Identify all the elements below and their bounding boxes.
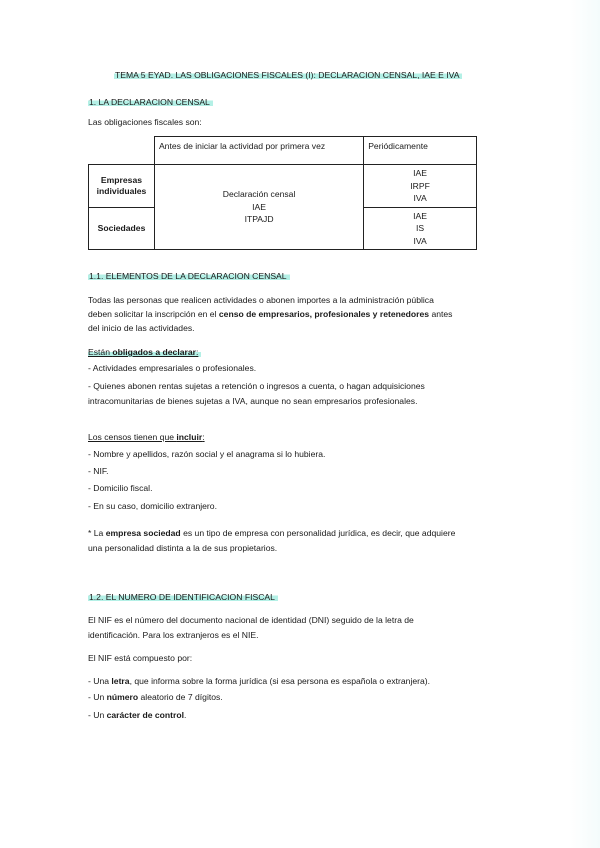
list-item: - Actividades empresariales o profesionales. [88,363,257,373]
table-cell-value: IAE [413,210,428,221]
paragraph-line [88,309,452,320]
section-1-intro: Las obligaciones fiscales son: [88,117,202,127]
text-span: Están [88,347,113,357]
list-item [88,676,430,687]
list-item: - Nombre y apellidos, razón social y el anagrama si lo hubiera. [88,449,326,459]
section-1-heading [88,97,213,108]
list-item: - NIF. [88,466,109,476]
table-cell-value: Declaración censal [222,189,296,200]
text-span: , que informa sobre la forma jurídica (si esa persona es española o extranjera). [129,676,431,686]
bold-term: censo de empresarios, profesionales y retenedores [218,309,430,319]
periodic-cell-sociedades [364,207,477,250]
table-cell-value: IAE [252,201,266,212]
periodic-cell-empresas [364,165,477,208]
text-span: - Un [88,710,107,720]
section-1-1-heading-text: 1.1. ELEMENTOS DE LA DECLARACION CENSAL [88,271,290,281]
table-cell-value: IRPF [410,180,430,191]
table-header-row [89,137,477,165]
text-span: - Un [88,692,107,702]
note-line: una personalidad distinta a la de sus propietarios. [88,543,278,553]
text-span: Los censos tienen que [88,432,177,442]
section-1-2-heading-text: 1.2. EL NUMERO DE IDENTIFICACION FISCAL [88,592,278,602]
row-label-empresas [89,165,155,208]
text-span: aleatorio de 7 dígitos. [138,692,223,702]
fiscal-obligations-table [88,136,477,250]
bold-term: número [106,692,139,702]
list-item: - Domicilio fiscal. [88,483,153,493]
page-title-text: TEMA 5 EYAD. LAS OBLIGACIONES FISCALES (I): DECLARACION CENSAL, IAE E IVA [114,70,462,80]
paragraph-line: identificación. Para los extranjeros es el NIE. [88,630,259,640]
row-label-sociedades: Sociedades [89,207,155,250]
note-line [88,528,455,539]
list-item: - Quienes abonen rentas sujetas a retención o ingresos a cuenta, o hagan adquisiciones [88,381,425,391]
row-label-line: individuales [96,185,147,196]
table-corner-cell [89,137,155,165]
censos-heading [88,432,205,443]
list-item-continuation: intracomunitarias de bienes sujetas a IVA, aunque no sean empresarios profesionales. [88,396,418,406]
table-cell-value: ITPAJD [244,214,274,225]
table-header-before: Antes de iniciar la actividad por primera vez [154,137,363,165]
list-item: - En su caso, domicilio extranjero. [88,501,217,511]
bold-term: empresa sociedad [105,528,181,538]
list-item [88,692,223,703]
row-label-line: Empresas [100,174,143,185]
section-1-1-heading [88,271,290,282]
text-span: * La [88,528,106,538]
page-edge-shade [570,0,600,848]
obligados-heading-text [88,347,201,357]
obligados-heading [88,347,201,358]
section-1-2-heading [88,592,278,603]
table-cell-value: IVA [413,193,427,203]
paragraph-line: El NIF está compuesto por: [88,653,193,663]
bold-term: obligados a declarar [112,347,196,357]
table-cell-value: IS [416,223,425,233]
list-item [88,710,186,721]
text-span: antes [429,309,453,319]
table-cell-value: IAE [413,168,428,178]
page-title [114,70,462,81]
table-row [89,165,477,208]
censos-heading-text [88,432,205,442]
text-span: : [202,432,205,442]
paragraph-line: del inicio de las actividades. [88,323,195,333]
text-span: deben solicitar la inscripción en el [88,309,219,319]
text-span: es un tipo de empresa con personalidad jurídica, es decir, que adquiere [180,528,456,538]
shared-before-cell [154,165,363,250]
text-span: . [184,710,187,720]
bold-term: carácter de control [106,710,184,720]
table-header-periodic: Periódicamente [364,137,477,165]
bold-term: incluir [176,432,203,442]
paragraph-line: El NIF es el número del documento nacional de identidad (DNI) seguido de la letra de [88,615,414,625]
text-span: - Una [88,676,112,686]
paragraph-line: Todas las personas que realicen actividades o abonen importes a la administración pública [88,295,434,305]
text-span: : [195,347,199,357]
bold-term: letra [111,676,130,686]
table-cell-value: IVA [413,235,427,246]
section-1-heading-text: 1. LA DECLARACION CENSAL [88,97,213,107]
